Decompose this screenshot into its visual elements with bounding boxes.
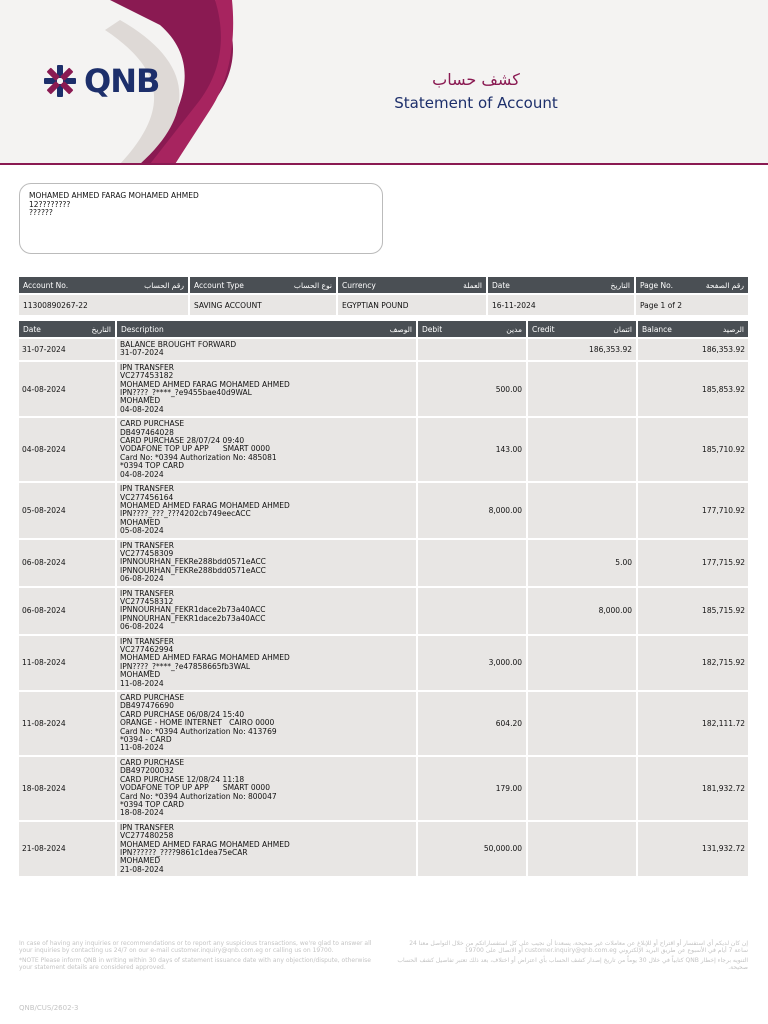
page-number: Page 1 of 2 [636, 295, 748, 315]
info-header-currency: Currency العملة [338, 277, 486, 293]
info-header-page-no: Page No. رقم الصفحة [636, 277, 748, 293]
col-header-balance: Balance الرصيد [642, 324, 744, 334]
cell-credit [528, 362, 638, 416]
table-row [19, 540, 748, 586]
cell-date: 21-08-2024 [19, 822, 117, 876]
cell-debit [418, 339, 528, 360]
cell-description: IPN TRANSFER VC277458309 IPNNOURHAN_FEKRe288bdd0571eACC IPNNOURHAN_FEKRe288bdd0571eACC 06-08-2024 [117, 540, 418, 586]
cell-description: CARD PURCHASE DB497464028 CARD PURCHASE 28/07/24 09:40 VODAFONE TOP UP APP SMART 0000 Card No: *0394 Authorization No: 485081 *0394 TOP CARD 04-08-2024 [117, 418, 418, 481]
cell-balance: 181,932.72 [638, 757, 748, 820]
cell-credit [528, 636, 638, 690]
table-row [19, 418, 748, 481]
cell-date: 04-08-2024 [19, 362, 117, 416]
cell-balance: 182,715.92 [638, 636, 748, 690]
transactions-table [19, 321, 748, 876]
table-row [19, 692, 748, 755]
statement-date: 16-11-2024 [488, 295, 634, 315]
document-code: QNB/CUS/2602-3 [19, 1004, 79, 1012]
qnb-logo [42, 62, 159, 100]
cell-debit: 500.00 [418, 362, 528, 416]
footer-english [19, 940, 381, 971]
cell-debit: 8,000.00 [418, 483, 528, 537]
cell-date: 31-07-2024 [19, 339, 117, 360]
cell-date: 04-08-2024 [19, 418, 117, 481]
table-body [19, 339, 748, 876]
col-header-credit: Credit ائتمان [528, 321, 638, 337]
footer-inquiry-text: In case of having any inquiries or recommendations or to report any suspicious transactions, we're glad to answer all your inquiries by contacting us 24/7 on our e-mail customer.inquiry@qnb.com.eg or calling us on 19700. [19, 940, 372, 954]
col-header-description: Description الوصف [117, 321, 418, 337]
cell-balance: 177,710.92 [638, 483, 748, 537]
account-info-table [19, 277, 748, 315]
cell-debit: 3,000.00 [418, 636, 528, 690]
cell-date: 05-08-2024 [19, 483, 117, 537]
cell-debit: 50,000.00 [418, 822, 528, 876]
cell-description: IPN TRANSFER VC277456164 MOHAMED AHMED FARAG MOHAMED AHMED IPN????_???_???4202cb749eecACC MOHAMED 05-08-2024 [117, 483, 418, 537]
table-row [19, 483, 748, 537]
logo-text: QNB [84, 62, 160, 100]
cell-date: 11-08-2024 [19, 692, 117, 755]
cell-credit: 8,000.00 [528, 588, 638, 634]
cell-debit: 143.00 [418, 418, 528, 481]
table-row [19, 822, 748, 876]
cell-date: 06-08-2024 [19, 540, 117, 586]
table-row [19, 636, 748, 690]
title-arabic: كشف حساب [432, 70, 520, 89]
cell-credit [528, 483, 638, 537]
currency: EGYPTIAN POUND [338, 295, 486, 315]
cell-balance: 131,932.72 [638, 822, 748, 876]
cell-description: IPN TRANSFER VC277458312 IPNNOURHAN_FEKR1dace2b73a40ACC IPNNOURHAN_FEKR1dace2b73a40ACC 06-08-2024 [117, 588, 418, 634]
cell-description: IPN TRANSFER VC277453182 MOHAMED AHMED FARAG MOHAMED AHMED IPN????_?****_?e9455bae40d9WAL MOHAMED 04-08-2024 [117, 362, 418, 416]
page-title: Statement of Account [394, 94, 558, 112]
footer-note-text-ar: التنويه برجاء إخطار QNB كتابياً في خلال 30 يوماً من تاريخ إصدار كشف الحساب بأي اعتراض أو اختلاف، بعد ذلك تعتبر تفاصيل كشف الحساب صحيحة. [397, 957, 748, 971]
footer-arabic [396, 940, 748, 971]
cell-description: CARD PURCHASE DB497200032 CARD PURCHASE 12/08/24 11:18 VODAFONE TOP UP APP SMART 0000 Card No: *0394 Authorization No: 800047 *0394 TOP CARD 18-08-2024 [117, 757, 418, 820]
header-divider [0, 163, 768, 165]
table-row [19, 757, 748, 820]
cell-date: 18-08-2024 [19, 757, 117, 820]
footer-inquiry-text-ar: إن كان لديكم أي استفسار أو اقتراح أو للإبلاغ عن معاملات غير صحيحة، يسعدنا أن نجيب على كل استفساراتكم من خلال التواصل معنا 24 ساعة 7 أيام في الأسبوع عن طريق البريد الإلكتروني customer.inquiry@qnb.com.eg أو الاتصال على 19700 [409, 940, 748, 954]
address-box [19, 183, 383, 254]
col-header-debit: Debit مدين [418, 321, 528, 337]
info-header-account-no: Account No. رقم الحساب [19, 277, 188, 293]
cell-date: 11-08-2024 [19, 636, 117, 690]
address-line: 12???????? [29, 199, 71, 209]
cell-balance: 177,715.92 [638, 540, 748, 586]
cell-debit [418, 540, 528, 586]
cell-credit [528, 692, 638, 755]
cell-description: BALANCE BROUGHT FORWARD 31-07-2024 [117, 339, 418, 360]
cell-credit: 5.00 [528, 540, 638, 586]
cell-debit: 179.00 [418, 757, 528, 820]
cell-debit: 604.20 [418, 692, 528, 755]
cell-description: CARD PURCHASE DB497476690 CARD PURCHASE 06/08/24 15:40 ORANGE - HOME INTERNET CAIRO 0000 Card No: *0394 Authorization No: 413769 *0394 - CARD 11-08-2024 [117, 692, 418, 755]
cell-balance: 182,111.72 [638, 692, 748, 755]
qnb-emblem-icon [42, 63, 78, 99]
cell-credit [528, 418, 638, 481]
info-header-date: Date التاريخ [488, 277, 634, 293]
cell-credit: 186,353.92 [528, 339, 638, 360]
account-number: 11300890267-22 [19, 295, 188, 315]
table-row [19, 339, 748, 360]
cell-description: IPN TRANSFER VC277462994 MOHAMED AHMED FARAG MOHAMED AHMED IPN????_?****_?e47858665fb3WAL MOHAMED 11-08-2024 [117, 636, 418, 690]
cell-balance: 185,853.92 [638, 362, 748, 416]
cell-credit [528, 757, 638, 820]
table-row [19, 362, 748, 416]
statement-header [0, 0, 768, 164]
footer-note-text: *NOTE Please inform QNB in writing within 30 days of statement issuance date with any objection/dispute, otherwise your statement details are considered approved. [19, 957, 371, 971]
customer-name: MOHAMED AHMED FARAG MOHAMED AHMED [29, 191, 199, 200]
cell-balance: 185,715.92 [638, 588, 748, 634]
address-line: ?????? [29, 208, 53, 218]
cell-balance: 185,710.92 [638, 418, 748, 481]
col-header-date: Date التاريخ [19, 321, 117, 337]
account-type: SAVING ACCOUNT [190, 295, 336, 315]
cell-debit [418, 588, 528, 634]
table-header [19, 321, 748, 337]
cell-description: IPN TRANSFER VC277480258 MOHAMED AHMED FARAG MOHAMED AHMED IPN??????_????9861c1dea75eCAR MOHAMED 21-08-2024 [117, 822, 418, 876]
cell-date: 06-08-2024 [19, 588, 117, 634]
cell-balance: 186,353.92 [638, 339, 748, 360]
info-header-account-type: Account Type نوع الحساب [190, 277, 336, 293]
cell-credit [528, 822, 638, 876]
table-row [19, 588, 748, 634]
